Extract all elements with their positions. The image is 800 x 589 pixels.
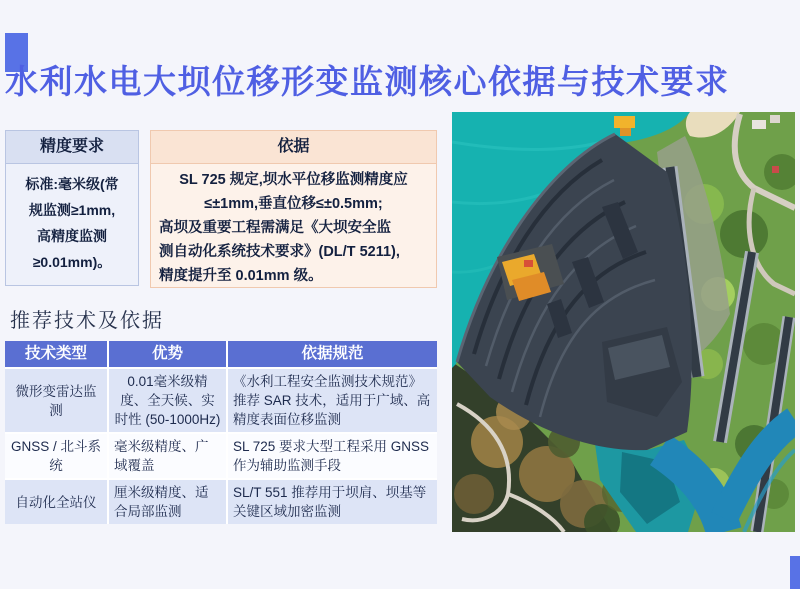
table-cell-advantage: 毫米级精度、广域覆盖 bbox=[109, 434, 226, 478]
basis-line: SL 725 规定,坝水平位移监测精度应 bbox=[179, 172, 408, 188]
table-header-advantage: 优势 bbox=[109, 341, 226, 367]
dam-aerial-photo bbox=[452, 112, 795, 532]
precision-line: 高精度监测 bbox=[37, 228, 107, 244]
basis-card bbox=[150, 130, 437, 288]
table-cell-advantage: 厘米级精度、适合局部监测 bbox=[109, 480, 226, 524]
accent-square-bottom-right bbox=[790, 556, 800, 589]
table-cell-type: GNSS / 北斗系统 bbox=[5, 434, 107, 478]
table-cell-type: 自动化全站仪 bbox=[5, 480, 107, 524]
precision-line: 标准:毫米级(常 bbox=[25, 176, 119, 192]
precision-card-body bbox=[6, 164, 138, 275]
basis-card-header: 依据 bbox=[151, 131, 436, 164]
table-cell-advantage: 0.01毫米级精度、全天候、实时性 (50-1000Hz) bbox=[109, 369, 226, 432]
basis-line: 高坝及重要工程需满足《大坝安全监 bbox=[159, 220, 391, 236]
precision-line: ≥0.01mm)。 bbox=[32, 254, 112, 270]
table-cell-standard: SL/T 551 推荐用于坝肩、坝基等关键区域加密监测 bbox=[228, 480, 437, 524]
precision-requirements-card bbox=[5, 130, 139, 286]
basis-card-body bbox=[151, 164, 436, 288]
table-cell-standard: SL 725 要求大型工程采用 GNSS 作为辅助监测手段 bbox=[228, 434, 437, 478]
basis-line: 精度提升至 0.01mm 级。 bbox=[159, 268, 323, 284]
table-header-type: 技术类型 bbox=[5, 341, 107, 367]
table-header-standard: 依据规范 bbox=[228, 341, 437, 367]
table-cell-standard: 《水利工程安全监测技术规范》推荐 SAR 技术，适用于广域、高精度表面位移监测 bbox=[228, 369, 437, 432]
basis-line: 测自动化系统技术要求》(DL/T 5211), bbox=[159, 244, 400, 260]
basis-line: ≤±1mm,垂直位移≤±0.5mm; bbox=[204, 196, 383, 212]
page-title: 水利水电大坝位移形变监测核心依据与技术要求 bbox=[5, 63, 730, 100]
section-heading: 推荐技术及依据 bbox=[10, 310, 164, 332]
tech-table bbox=[5, 341, 437, 524]
precision-card-header: 精度要求 bbox=[6, 131, 138, 164]
table-cell-type: 微形变雷达监测 bbox=[5, 369, 107, 432]
precision-line: 规监测≥1mm, bbox=[28, 202, 116, 218]
